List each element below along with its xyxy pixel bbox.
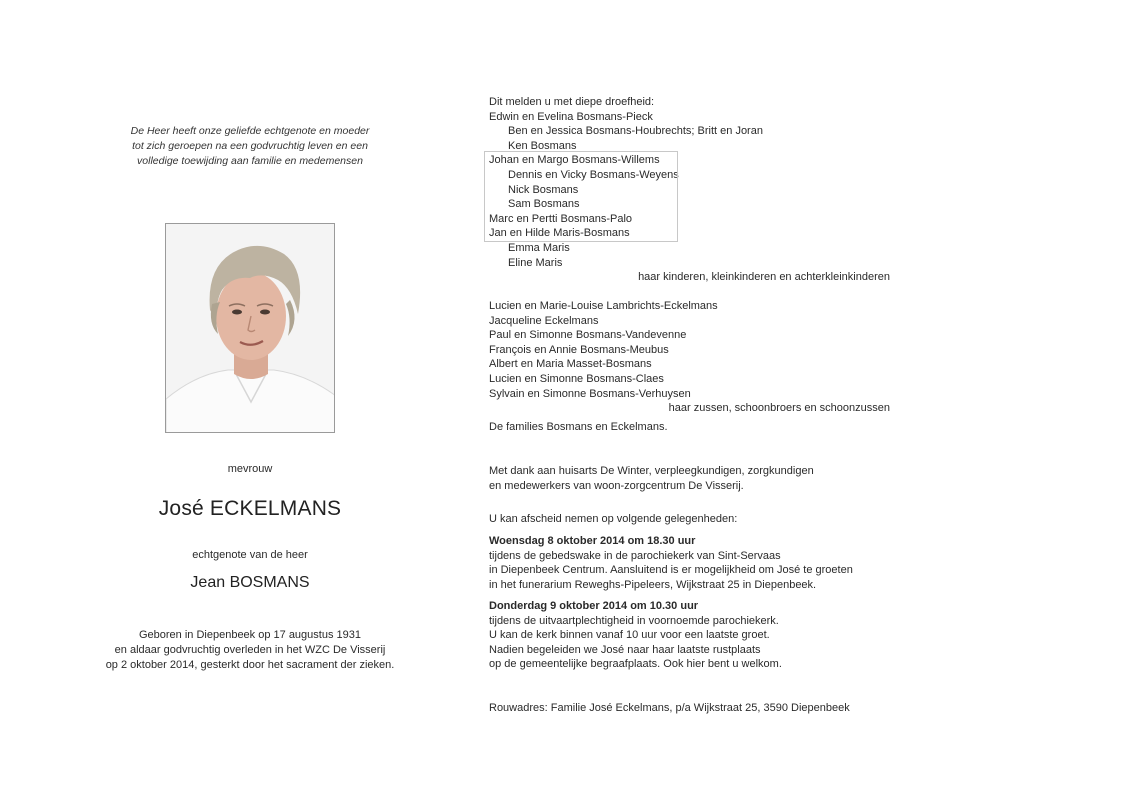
- sibling-entry: Lucien en Simonne Bosmans-Claes: [489, 372, 664, 385]
- sibling-entry: Albert en Maria Masset-Bosmans: [489, 358, 652, 371]
- family-member: Edwin en Evelina Bosmans-Pieck: [489, 110, 653, 123]
- spouse-label: echtgenote van de heer: [192, 549, 308, 561]
- family-member: Jan en Hilde Maris-Bosmans: [489, 227, 630, 240]
- event-heading: Woensdag 8 oktober 2014 om 18.30 uur: [489, 535, 696, 547]
- families-line: De families Bosmans en Eckelmans.: [489, 421, 668, 433]
- sibling-entry: Sylvain en Simonne Bosmans-Verhuysen: [489, 387, 691, 400]
- quote-line: De Heer heeft onze geliefde echtgenote en moeder: [130, 125, 370, 137]
- event-line: op de gemeentelijke begraafplaats. Ook hier bent u welkom.: [489, 658, 782, 671]
- family-member: Eline Maris: [508, 256, 563, 269]
- children-caption: haar kinderen, kleinkinderen en achterkleinkinderen: [638, 271, 890, 284]
- family-member: Marc en Pertti Bosmans-Palo: [489, 212, 633, 225]
- family-announcement: [489, 95, 890, 285]
- family-member: Sam Bosmans: [508, 198, 580, 211]
- family-member: Ben en Jessica Bosmans-Houbrechts; Britt en Joran: [508, 125, 763, 138]
- siblings-list: [489, 299, 890, 416]
- event-line: in Diepenbeek Centrum. Aansluitend is er mogelijkheid om José te groeten: [489, 564, 853, 577]
- thanks-line: Met dank aan huisarts De Winter, verpleegkundigen, zorgkundigen: [489, 465, 814, 477]
- sibling-entry: Jacqueline Eckelmans: [489, 314, 599, 327]
- mourning-address: Rouwadres: Familie José Eckelmans, p/a Wijkstraat 25, 3590 Diepenbeek: [489, 702, 850, 714]
- event-line: in het funerarium Reweghs-Pipeleers, Wijkstraat 25 in Diepenbeek.: [489, 578, 817, 591]
- spouse-name: Jean BOSMANS: [190, 574, 310, 591]
- deceased-name: José ECKELMANS: [158, 497, 342, 520]
- birth-death-info: [100, 628, 400, 673]
- event-funeral: [489, 599, 782, 672]
- family-member: Dennis en Vicky Bosmans-Weyens: [508, 168, 679, 181]
- thanks-line: en medewerkers van woon-zorgcentrum De Visserij.: [489, 479, 744, 492]
- event-line: tijdens de gebedswake in de parochiekerk van Sint-Servaas: [489, 549, 781, 562]
- family-member: Emma Maris: [508, 241, 570, 254]
- death-line: en aldaar godvruchtig overleden in het WZC De Visserij: [114, 644, 386, 656]
- memorial-quote: [110, 124, 390, 169]
- title-prefix: mevrouw: [227, 463, 273, 475]
- family-member: Ken Bosmans: [508, 139, 577, 152]
- sibling-entry: François en Annie Bosmans-Meubus: [489, 343, 669, 356]
- portrait-illustration: [166, 224, 335, 433]
- family-member: Nick Bosmans: [508, 183, 579, 196]
- sibling-entry: Lucien en Marie-Louise Lambrichts-Eckelmans: [489, 300, 718, 312]
- farewell-intro: U kan afscheid nemen op volgende gelegenheden:: [489, 513, 738, 525]
- event-line: tijdens de uitvaartplechtigheid in voornoemde parochiekerk.: [489, 614, 779, 627]
- event-line: U kan de kerk binnen vanaf 10 uur voor een laatste groet.: [489, 629, 770, 642]
- thanks-block: [489, 464, 814, 493]
- sibling-entry: Paul en Simonne Bosmans-Vandevenne: [489, 329, 687, 342]
- birth-line: Geboren in Diepenbeek op 17 augustus 1931: [138, 629, 361, 641]
- announce-text: Dit melden u met diepe droefheid:: [489, 96, 655, 108]
- family-member: Johan en Margo Bosmans-Willems: [489, 154, 660, 167]
- event-line: Nadien begeleiden we José naar haar laatste rustplaats: [489, 643, 761, 656]
- quote-line: tot zich geroepen na een godvruchtig leven en een: [132, 140, 368, 152]
- portrait-photo: [165, 223, 335, 433]
- event-heading: Donderdag 9 oktober 2014 om 10.30 uur: [489, 600, 699, 612]
- siblings-caption: haar zussen, schoonbroers en schoonzussen: [668, 402, 890, 415]
- date-line: op 2 oktober 2014, gesterkt door het sacrament der zieken.: [105, 659, 395, 671]
- quote-line: volledige toewijding aan familie en medemensen: [137, 155, 363, 167]
- event-vigil: [489, 534, 853, 592]
